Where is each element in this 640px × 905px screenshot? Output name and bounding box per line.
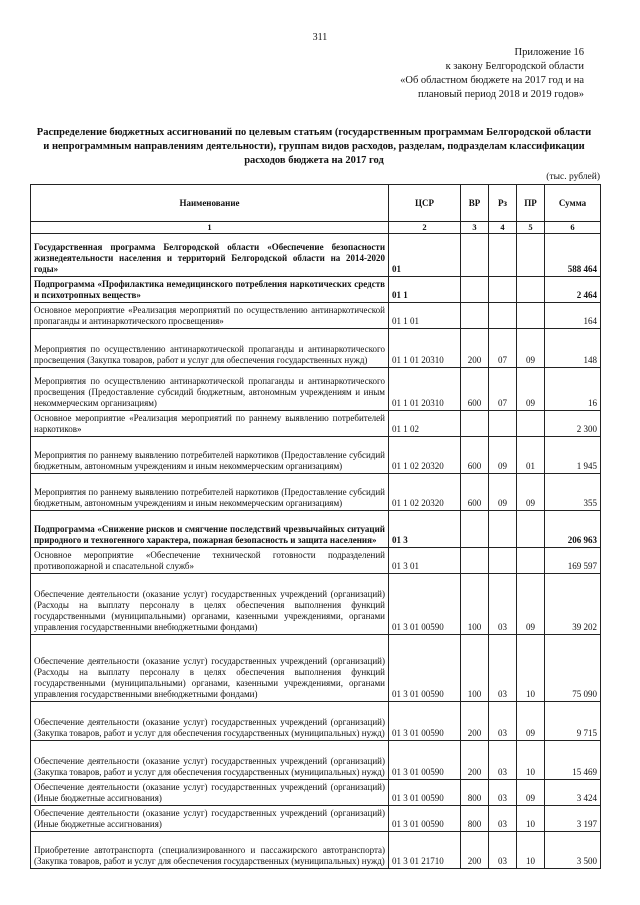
row-sum: 355	[545, 474, 601, 511]
row-sum: 15 469	[545, 741, 601, 780]
row-rz	[489, 548, 517, 574]
row-pr: 10	[517, 741, 545, 780]
row-vr: 200	[461, 329, 489, 368]
row-pr	[517, 411, 545, 437]
row-vr	[461, 234, 489, 277]
row-csr: 01 3	[389, 511, 461, 548]
row-csr: 01 3 01 21710	[389, 832, 461, 869]
row-vr: 800	[461, 806, 489, 832]
row-pr	[517, 277, 545, 303]
row-rz	[489, 277, 517, 303]
header-csr: ЦСР	[389, 185, 461, 222]
header-name: Наименование	[31, 185, 389, 222]
row-pr: 09	[517, 780, 545, 806]
row-sum: 2 300	[545, 411, 601, 437]
table-row	[31, 780, 601, 806]
page-number: 311	[312, 32, 328, 43]
table-row	[31, 411, 601, 437]
row-csr: 01 1 02 20320	[389, 474, 461, 511]
row-sum: 2 464	[545, 277, 601, 303]
row-sum: 75 090	[545, 635, 601, 702]
row-name: Основное мероприятие «Реализация мероприятий по раннему выявлению потребителей наркотиков»	[31, 411, 389, 437]
table-row	[31, 574, 601, 635]
row-pr	[517, 234, 545, 277]
row-name: Мероприятия по раннему выявлению потребителей наркотиков (Предоставление субсидий бюджетным, автономным учреждениям и иным некоммерческим организациям)	[31, 437, 389, 474]
row-rz	[489, 411, 517, 437]
row-csr: 01 1	[389, 277, 461, 303]
table-row	[31, 329, 601, 368]
column-index: 4	[489, 222, 517, 234]
row-sum: 16	[545, 368, 601, 411]
row-sum: 148	[545, 329, 601, 368]
table-row	[31, 635, 601, 702]
row-vr	[461, 303, 489, 329]
appendix-line: Приложение 16	[514, 47, 584, 58]
row-rz: 07	[489, 368, 517, 411]
table-row	[31, 741, 601, 780]
header-row	[31, 185, 601, 222]
row-sum: 206 963	[545, 511, 601, 548]
row-vr: 600	[461, 474, 489, 511]
row-pr: 10	[517, 806, 545, 832]
appendix-line: плановый период 2018 и 2019 годов»	[418, 89, 584, 100]
table-row	[31, 832, 601, 869]
row-sum: 164	[545, 303, 601, 329]
column-index: 1	[31, 222, 389, 234]
row-csr: 01 1 02 20320	[389, 437, 461, 474]
row-sum: 169 597	[545, 548, 601, 574]
header-vr: ВР	[461, 185, 489, 222]
row-vr: 100	[461, 574, 489, 635]
row-sum: 3 424	[545, 780, 601, 806]
row-csr: 01 3 01 00590	[389, 741, 461, 780]
row-rz: 03	[489, 806, 517, 832]
row-csr: 01 3 01	[389, 548, 461, 574]
table-row	[31, 474, 601, 511]
row-rz: 03	[489, 635, 517, 702]
row-pr	[517, 303, 545, 329]
table-row	[31, 702, 601, 741]
table-row	[31, 368, 601, 411]
row-pr: 10	[517, 832, 545, 869]
row-csr: 01 1 01 20310	[389, 329, 461, 368]
column-index: 3	[461, 222, 489, 234]
row-name: Обеспечение деятельности (оказание услуг) государственных учреждений (организаций) (Закупка товаров, работ и услуг для обеспечения государственных (муниципальных) нужд)	[31, 741, 389, 780]
row-name: Обеспечение деятельности (оказание услуг) государственных учреждений (организаций) (Иные бюджетные ассигнования)	[31, 780, 389, 806]
row-sum: 1 945	[545, 437, 601, 474]
row-rz: 03	[489, 741, 517, 780]
row-vr: 200	[461, 741, 489, 780]
document-title: Распределение бюджетных ассигнований по целевым статьям (государственным программам Белгородской области и непрограммным направлениям деятельности), группам видов расходов, разделам, подразделам классификации расходов бюджета на 2017 год	[36, 127, 592, 166]
row-vr	[461, 277, 489, 303]
appendix-line: «Об областном бюджете на 2017 год и на	[400, 75, 584, 86]
row-name: Подпрограмма «Профилактика немедицинского потребления наркотических средств и психотропных веществ»	[31, 277, 389, 303]
row-csr: 01 3 01 00590	[389, 780, 461, 806]
row-sum: 39 202	[545, 574, 601, 635]
row-name: Подпрограмма «Снижение рисков и смягчение последствий чрезвычайных ситуаций природного и техногенного характера, пожарная безопасность и защита населения»	[31, 511, 389, 548]
column-index: 5	[517, 222, 545, 234]
row-pr: 09	[517, 329, 545, 368]
table-row	[31, 303, 601, 329]
row-rz: 03	[489, 780, 517, 806]
table-row	[31, 548, 601, 574]
row-pr	[517, 511, 545, 548]
row-csr: 01	[389, 234, 461, 277]
row-rz: 03	[489, 702, 517, 741]
row-csr: 01 1 02	[389, 411, 461, 437]
row-vr: 200	[461, 832, 489, 869]
row-csr: 01 3 01 00590	[389, 702, 461, 741]
budget-table	[30, 184, 601, 869]
header-pr: ПР	[517, 185, 545, 222]
row-rz	[489, 303, 517, 329]
row-sum: 3 197	[545, 806, 601, 832]
row-csr: 01 3 01 00590	[389, 806, 461, 832]
table-row	[31, 234, 601, 277]
column-index-row	[31, 222, 601, 234]
row-pr: 09	[517, 368, 545, 411]
row-vr: 800	[461, 780, 489, 806]
row-rz	[489, 511, 517, 548]
row-csr: 01 3 01 00590	[389, 635, 461, 702]
row-pr: 09	[517, 702, 545, 741]
row-csr: 01 1 01	[389, 303, 461, 329]
row-pr	[517, 548, 545, 574]
row-rz: 09	[489, 437, 517, 474]
units-label: (тыс. рублей)	[546, 172, 600, 182]
row-name: Обеспечение деятельности (оказание услуг) государственных учреждений (организаций) (Иные бюджетные ассигнования)	[31, 806, 389, 832]
row-vr: 200	[461, 702, 489, 741]
row-rz: 07	[489, 329, 517, 368]
row-vr	[461, 511, 489, 548]
row-pr: 10	[517, 635, 545, 702]
table-row	[31, 511, 601, 548]
row-sum: 9 715	[545, 702, 601, 741]
row-sum: 588 464	[545, 234, 601, 277]
row-sum: 3 500	[545, 832, 601, 869]
row-rz: 03	[489, 574, 517, 635]
row-name: Мероприятия по осуществлению антинаркотической пропаганды и антинаркотического просвещения (Предоставление субсидий бюджетным, автономным учреждениям и иным некоммерческим организациям)	[31, 368, 389, 411]
row-vr: 100	[461, 635, 489, 702]
row-name: Обеспечение деятельности (оказание услуг) государственных учреждений (организаций) (Расходы на выплату персоналу в целях обеспечения выполнения функций государственными (муниципальными) органами, казенными учреждениями, органами управления государственными внебюджетными фондами)	[31, 635, 389, 702]
row-rz: 09	[489, 474, 517, 511]
appendix-line: к закону Белгородской области	[445, 61, 584, 72]
row-pr: 09	[517, 574, 545, 635]
row-vr	[461, 548, 489, 574]
row-vr: 600	[461, 368, 489, 411]
row-name: Обеспечение деятельности (оказание услуг) государственных учреждений (организаций) (Закупка товаров, работ и услуг для обеспечения государственных (муниципальных) нужд)	[31, 702, 389, 741]
table-row	[31, 277, 601, 303]
row-name: Основное мероприятие «Реализация мероприятий по осуществлению антинаркотической пропаганды и антинаркотического просвещения»	[31, 303, 389, 329]
row-name: Государственная программа Белгородской области «Обеспечение безопасности жизнедеятельности населения и территорий Белгородской области на 2014-2020 годы»	[31, 234, 389, 277]
column-index: 2	[389, 222, 461, 234]
table-row	[31, 437, 601, 474]
header-sum: Сумма	[545, 185, 601, 222]
table-body	[31, 234, 601, 869]
table-row	[31, 806, 601, 832]
row-csr: 01 3 01 00590	[389, 574, 461, 635]
row-rz	[489, 234, 517, 277]
row-vr: 600	[461, 437, 489, 474]
row-name: Мероприятия по осуществлению антинаркотической пропаганды и антинаркотического просвещения (Закупка товаров, работ и услуг для обеспечения государственных нужд)	[31, 329, 389, 368]
appendix-block	[334, 46, 584, 102]
row-name: Мероприятия по раннему выявлению потребителей наркотиков (Предоставление субсидий бюджетным, автономным учреждениям и иным некоммерческим организациям)	[31, 474, 389, 511]
row-name: Основное мероприятие «Обеспечение технической готовности подразделений противопожарной и спасательной служб»	[31, 548, 389, 574]
row-name: Обеспечение деятельности (оказание услуг) государственных учреждений (организаций) (Расходы на выплату персоналу в целях обеспечения выполнения функций государственными (муниципальными) органами, казенными учреждениями, органами управления государственными внебюджетными фондами)	[31, 574, 389, 635]
row-pr: 09	[517, 474, 545, 511]
row-name: Приобретение автотранспорта (специализированного и пассажирского автотранспорта) (Закупка товаров, работ и услуг для обеспечения государственных (муниципальных) нужд)	[31, 832, 389, 869]
row-pr: 01	[517, 437, 545, 474]
row-rz: 03	[489, 832, 517, 869]
header-rz: Рз	[489, 185, 517, 222]
column-index: 6	[545, 222, 601, 234]
row-csr: 01 1 01 20310	[389, 368, 461, 411]
row-vr	[461, 411, 489, 437]
